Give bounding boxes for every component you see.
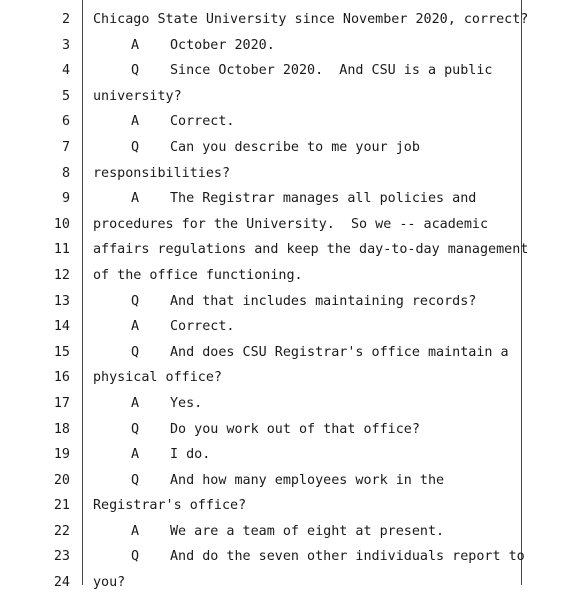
line-text: We are a team of eight at present. (170, 523, 445, 539)
line-number: 11 (53, 242, 70, 258)
line-number: 5 (61, 88, 70, 104)
speaker-label: Q (131, 549, 140, 565)
line-number: 14 (53, 319, 70, 335)
line-number: 18 (53, 421, 70, 437)
speaker-label: Q (131, 139, 140, 155)
line-number: 16 (53, 370, 70, 386)
transcript-lines (0, 10, 585, 599)
line-text: Correct. (170, 319, 235, 335)
speaker-label: Q (131, 421, 140, 437)
line-text: Yes. (170, 395, 203, 411)
line-number: 8 (61, 165, 70, 181)
speaker-label: Q (131, 472, 140, 488)
transcript-line (0, 343, 585, 369)
speaker-label: A (131, 523, 140, 539)
line-number: 13 (53, 293, 70, 309)
transcript-line (0, 215, 585, 241)
line-text: I do. (170, 447, 211, 463)
line-number: 7 (61, 139, 70, 155)
line-text: procedures for the University. So we -- academic (93, 216, 489, 232)
line-number: 19 (53, 447, 70, 463)
line-text: The Registrar manages all policies and (170, 191, 477, 207)
line-number: 6 (61, 114, 70, 130)
speaker-label: A (131, 319, 140, 335)
line-text: responsibilities? (93, 165, 231, 181)
line-number: 12 (53, 267, 70, 283)
line-number: 4 (61, 63, 70, 79)
transcript-line (0, 496, 585, 522)
transcript-line (0, 368, 585, 394)
speaker-label: A (131, 37, 140, 53)
transcript-line (0, 420, 585, 446)
line-number: 9 (61, 191, 70, 207)
line-text: of the office functioning. (93, 267, 303, 283)
speaker-label: A (131, 447, 140, 463)
line-number: 22 (53, 523, 70, 539)
line-text: And do the seven other individuals report to (170, 549, 525, 565)
transcript-line (0, 292, 585, 318)
line-number: 21 (53, 498, 70, 514)
transcript-line (0, 266, 585, 292)
transcript-line (0, 573, 585, 599)
transcript-line (0, 547, 585, 573)
line-text: Do you work out of that office? (170, 421, 420, 437)
line-number: 10 (53, 216, 70, 232)
line-text: university? (93, 88, 182, 104)
line-number: 2 (61, 12, 70, 27)
line-number: 17 (53, 395, 70, 411)
line-text: you? (93, 575, 126, 591)
transcript-line (0, 394, 585, 420)
line-text: Correct. (170, 114, 235, 130)
line-number: 20 (53, 472, 70, 488)
line-text: Since October 2020. And CSU is a public (170, 63, 493, 79)
speaker-label: A (131, 191, 140, 207)
line-number: 3 (61, 37, 70, 53)
transcript-line (0, 112, 585, 138)
line-number: 24 (53, 575, 70, 591)
transcript-line (0, 189, 585, 215)
line-number: 23 (53, 549, 70, 565)
transcript-line (0, 138, 585, 164)
line-text: Registrar's office? (93, 498, 247, 514)
line-text: And that includes maintaining records? (170, 293, 477, 309)
transcript-line (0, 522, 585, 548)
line-text: And does CSU Registrar's office maintain a (170, 344, 509, 360)
transcript-line (0, 240, 585, 266)
line-text: And how many employees work in the (170, 472, 445, 488)
line-text: affairs regulations and keep the day-to-day management (93, 242, 529, 258)
transcript-line (0, 445, 585, 471)
transcript-line (0, 164, 585, 190)
transcript-line (0, 87, 585, 113)
transcript-line (0, 317, 585, 343)
line-text: physical office? (93, 370, 222, 386)
speaker-label: Q (131, 63, 140, 79)
transcript-line (0, 61, 585, 87)
speaker-label: A (131, 114, 140, 130)
speaker-label: Q (131, 344, 140, 360)
transcript-line (0, 36, 585, 62)
speaker-label: A (131, 395, 140, 411)
line-number: 15 (53, 344, 70, 360)
line-text: Chicago State University since November 2020, correct? (93, 12, 529, 27)
speaker-label: Q (131, 293, 140, 309)
cut-off-previous-line (131, 0, 511, 1)
line-text: Can you describe to me your job (170, 139, 420, 155)
transcript-line (0, 10, 585, 36)
transcript-line (0, 471, 585, 497)
line-text: October 2020. (170, 37, 275, 53)
